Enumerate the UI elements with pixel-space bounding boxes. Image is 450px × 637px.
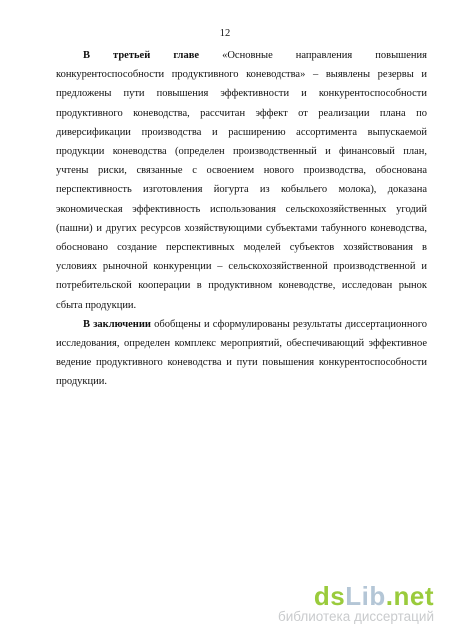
watermark-subtitle: библиотека диссертаций [277, 609, 434, 624]
paragraph-bold-lead: В третьей главе [83, 50, 200, 61]
paragraph-chapter-three [56, 46, 427, 315]
logo-part-net: .net [385, 581, 434, 611]
dslib-watermark[interactable] [278, 583, 434, 625]
document-body [56, 46, 427, 392]
paragraph-conclusion [56, 315, 427, 392]
paragraph-bold-lead: В заключении [83, 318, 151, 330]
page-number: 12 [219, 28, 231, 39]
paragraph-text: обобщены и сформулированы результаты диссертационного исследования, определен комплекс мероприятий, обеспечивающий эффективное ведение продуктивного коневодства и пути повышения конкурентоспособности продукции. [56, 318, 427, 388]
paragraph-text: «Основные направления повышения конкурентоспособности продуктивного коневодства» – выявлены резервы и предложены пути повышения эффективности и конкурентоспособности продуктивного коневодства, рассчитан эффект от реализации плана по диверсификации производства и расширению ассортимента выпускаемой продукции коневодства (определен производственный и финансовый план, учтены риски, связанные с освоением нового производства, обоснована перспективность изготовления йогурта из кобыльего молока), доказана экономическая эффективность использования сельскохозяйственных угодий (пашни) и других ресурсов хозяйствующими субъектами табунного коневодства, обосновано создание перспективных моделей субъектов хозяйствования в условиях рыночной конкуренции – сельскохозяйственной производственной и потребительской кооперации в продуктивном коневодстве, исследован рынок сбыта продукции. [56, 50, 427, 311]
logo-part-lib: Lib [345, 581, 386, 611]
logo-part-ds: ds [313, 581, 346, 611]
watermark-logo [278, 583, 434, 609]
